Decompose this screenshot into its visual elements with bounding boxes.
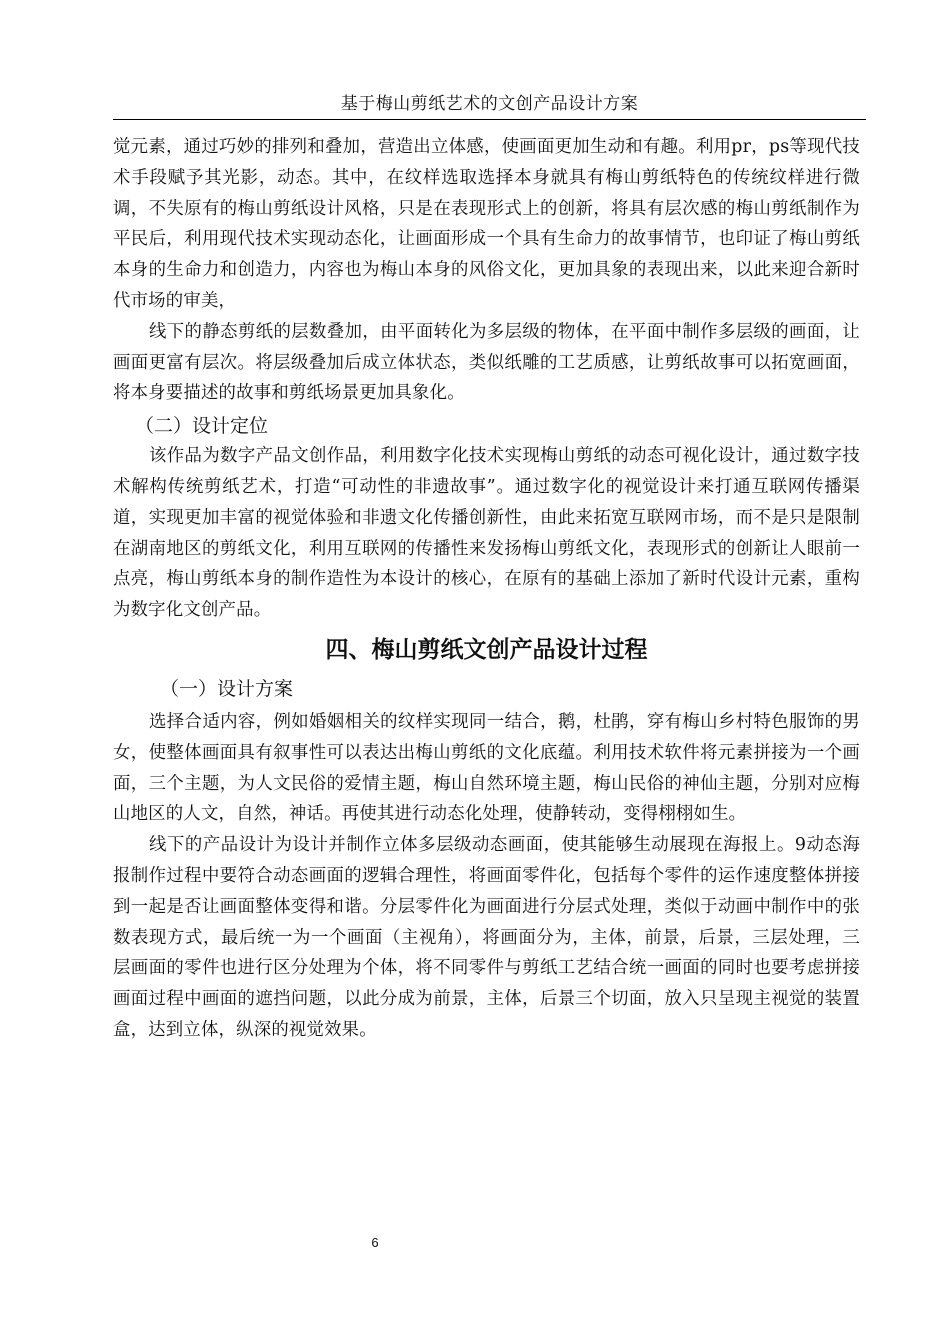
paragraph-offline-product: 线下的产品设计为设计并制作立体多层级动态画面，使其能够生动展现在海报上。9动态海报制作过程中要符合动态画面的逻辑合理性，将画面零件化，包括每个零件的运作速度整体拼接到一起是否让画面整体变得和谐。分层零件化为画面进行分层式处理，类似于动画中制作中的张数表现方式，最后统一为一个画面（主视角），将画面分为，主体，前景，后景，三层处理，三层画面的零件也进行区分处理为个体，将不同零件与剪纸工艺结合统一画面的同时也要考虑拼接画面过程中画面的遮挡问题，以此分成为前景，主体，后景三个切面，放入只呈现主视觉的装置盒，达到立体，纵深的视觉效果。 xyxy=(113,835,860,1040)
header-divider xyxy=(113,119,866,120)
section-heading-design-plan: （一）设计方案 xyxy=(160,677,294,700)
chapter-heading-four: 四、梅山剪纸文创产品设计过程 xyxy=(325,636,648,663)
paragraph-offline-layers: 线下的静态剪纸的层数叠加，由平面转化为多层级的物体，在平面中制作多层级的画面，让画面更富有层次。将层级叠加后成立体状态，类似纸雕的工艺质感，让剪纸故事可以拓宽画面，将本身要描述的故事和剪纸场景更加具象化。 xyxy=(113,321,860,404)
paragraph-continuation: 觉元素，通过巧妙的排列和叠加，营造出立体感，使画面更加生动和有趣。利用pr，ps等现代技术手段赋予其光影，动态。其中，在纹样选取选择本身就具有梅山剪纸特色的传统纹样进行微调，不失原有的梅山剪纸设计风格，只是在表现形式上的创新，将具有层次感的梅山剪纸制作为平民后，利用现代技术实现动态化，让画面形成一个具有生命力的故事情节，也印证了梅山剪纸本身的生命力和创造力，内容也为梅山本身的风俗文化，更加具象的表现出来，以此来迎合新时代市场的审美， xyxy=(113,137,860,311)
running-header: 基于梅山剪纸艺术的文创产品设计方案 xyxy=(340,94,639,114)
page-body xyxy=(113,132,860,1046)
section-heading-design-positioning: （二）设计定位 xyxy=(135,415,269,438)
page-number: 6 xyxy=(371,1235,379,1250)
paragraph-content-selection: 选择合适内容，例如婚姻相关的纹样实现同一结合，鹅，杜鹃，穿有梅山乡村特色服饰的男女，使整体画面具有叙事性可以表达出梅山剪纸的文化底蕴。利用技术软件将元素拼接为一个画面，三个主题，为人文民俗的爱情主题，梅山自然环境主题，梅山民俗的神仙主题，分别对应梅山地区的人文，自然，神话。再使其进行动态化处理，使静转动，变得栩栩如生。 xyxy=(113,711,860,825)
paragraph-design-positioning: 该作品为数字产品文创作品，利用数字化技术实现梅山剪纸的动态可视化设计，通过数字技术解构传统剪纸艺术，打造“可动性的非遗故事”。通过数字化的视觉设计来打通互联网传播渠道，实现更加丰富的视觉体验和非遗文化传播创新性，由此来拓宽互联网市场，而不是只是限制在湖南地区的剪纸文化，利用互联网的传播性来发扬梅山剪纸文化，表现形式的创新让人眼前一点亮，梅山剪纸本身的制作造性为本设计的核心，在原有的基础上添加了新时代设计元素，重构为数字化文创产品。 xyxy=(113,446,860,621)
